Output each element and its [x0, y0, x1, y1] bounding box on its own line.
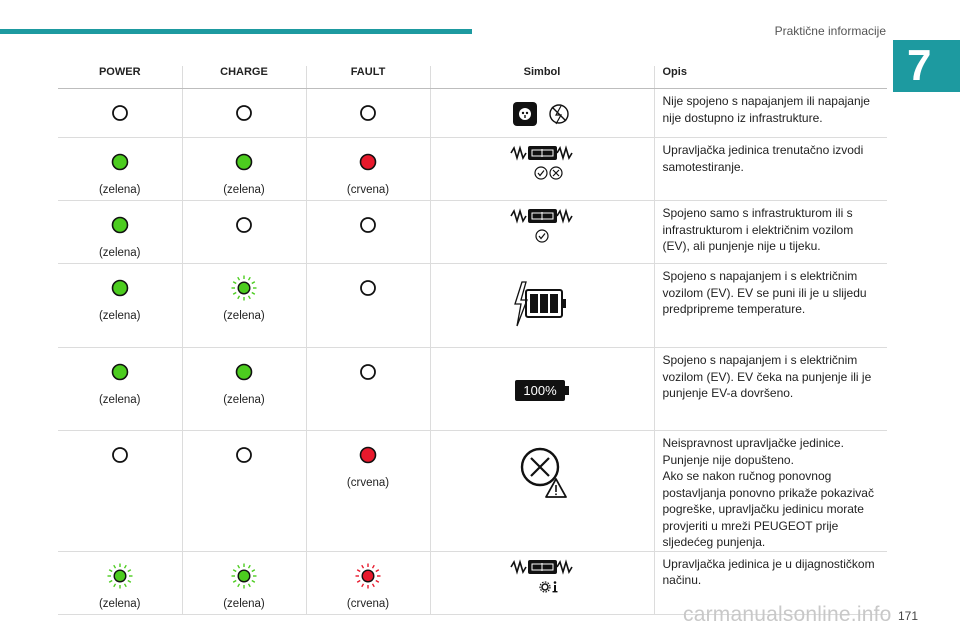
battery-charging-icon: [512, 317, 572, 334]
led-green-icon: [59, 212, 181, 238]
power-led-cell: [58, 138, 182, 201]
table-header-row: [58, 66, 887, 89]
description-cell: [654, 201, 887, 264]
fault-led-color-label: (crvena): [346, 597, 390, 610]
charge-led-cell: [182, 201, 306, 264]
charge-led-color-label: (zelena): [223, 184, 265, 196]
table-row: [58, 138, 887, 201]
symbol-cell: [430, 201, 654, 264]
battery-level-text: 100%: [515, 380, 564, 401]
col-charge: CHARGE: [182, 66, 306, 89]
watermark: carmanualsonline.info: [683, 603, 892, 626]
description-text: Upravljačka jedinica trenutačno izvodi samotestiranje.: [662, 143, 864, 174]
led-red-blinking-icon: [308, 563, 429, 589]
led-green-blinking-icon: [184, 275, 305, 301]
description-text: Neispravnost upravljačke jedinice. Punjenje nije dopušteno. Ako se nakon ručnog ponovnog postavljanja ponovno prikaže pokazivač pogreške, upravljačku jedinicu morate provjeriti u mreži PEUGEOT prije sljedećeg punjenja.: [662, 436, 874, 549]
charge-led-cell: [182, 89, 306, 138]
power-led-cell: [58, 431, 182, 552]
page-number: 171: [897, 609, 918, 623]
charge-led-cell: [182, 551, 306, 614]
symbol-cell: [430, 89, 654, 138]
col-power: POWER: [58, 66, 182, 89]
charger-selftest-icon: [509, 175, 575, 192]
charge-led-color-label: (zelena): [223, 394, 265, 406]
chapter-number: 7: [893, 40, 960, 92]
fault-led-color-label: (crvena): [346, 477, 390, 489]
description-cell: [654, 138, 887, 201]
fault-led-cell: [306, 201, 430, 264]
description-text: Spojeno samo s infrastrukturom ili s infrastrukturom i električnim vozilom (EV), ali punjenje nije u tijeku.: [662, 206, 854, 253]
fault-led-cell: [306, 138, 430, 201]
table-row: [58, 264, 887, 348]
led-off-icon: [308, 100, 429, 126]
power-led-color-label: (zelena): [98, 310, 141, 322]
led-green-icon: [59, 149, 181, 175]
description-text: Spojeno s napajanjem i s električnim vozilom (EV). EV čeka na punjenje ili je punjenje EV-a dovršeno.: [662, 353, 872, 400]
led-red-icon: [308, 149, 429, 175]
table-row: [58, 431, 887, 552]
description-text: Nije spojeno s napajanjem ili napajanje nije dostupno iz infrastrukture.: [662, 94, 870, 125]
charger-diagnostic-icon: [509, 589, 575, 606]
table-row: [58, 89, 887, 138]
symbol-cell: [430, 431, 654, 552]
power-led-color-label: (zelena): [98, 394, 141, 406]
fault-led-cell: [306, 348, 430, 431]
led-green-blinking-icon: [184, 563, 305, 589]
led-red-icon: [308, 442, 429, 468]
fault-led-cell: [306, 431, 430, 552]
led-off-icon: [59, 100, 181, 126]
led-off-icon: [308, 359, 429, 385]
led-off-icon: [184, 212, 305, 238]
led-off-icon: [308, 212, 429, 238]
led-green-blinking-icon: [59, 563, 181, 589]
led-off-icon: [184, 442, 305, 468]
fault-led-cell: [306, 551, 430, 614]
power-led-color-label: (zelena): [98, 597, 141, 610]
fault-warning-icon: [512, 488, 572, 505]
led-off-icon: [308, 275, 429, 301]
symbol-cell: [430, 551, 654, 614]
power-led-color-label: (zelena): [98, 184, 141, 196]
table-row: [58, 201, 887, 264]
indicator-table: [58, 66, 887, 615]
charge-led-color-label: (zelena): [223, 597, 265, 610]
charge-led-color-label: (zelena): [223, 310, 265, 322]
power-led-cell: [58, 89, 182, 138]
power-led-color-label: (zelena): [98, 247, 141, 259]
header-accent-bar: [0, 29, 472, 34]
symbol-cell: [430, 348, 654, 431]
led-green-icon: [59, 359, 181, 385]
fault-led-color-label: (crvena): [346, 184, 390, 196]
power-led-cell: [58, 551, 182, 614]
fault-led-cell: [306, 89, 430, 138]
charge-led-cell: [182, 264, 306, 348]
description-text: Spojeno s napajanjem i s električnim vozilom (EV). EV se puni ili je u slijedu predpripreme temperature.: [662, 269, 867, 316]
charge-led-cell: [182, 138, 306, 201]
charge-led-cell: [182, 348, 306, 431]
led-green-icon: [59, 275, 181, 301]
col-symbol: Simbol: [430, 66, 654, 89]
description-cell: [654, 264, 887, 348]
description-cell: [654, 89, 887, 138]
symbol-cell: [430, 264, 654, 348]
power-led-cell: [58, 201, 182, 264]
header-title: Praktične informacije: [774, 24, 886, 38]
col-fault: FAULT: [306, 66, 430, 89]
led-off-icon: [184, 100, 305, 126]
description-cell: [654, 431, 887, 552]
description-text: Upravljačka jedinica je u dijagnostičkom načinu.: [662, 556, 875, 587]
fault-led-cell: [306, 264, 430, 348]
power-led-cell: [58, 348, 182, 431]
led-off-icon: [59, 442, 181, 468]
charger-connected-icon: [509, 238, 575, 255]
led-green-icon: [184, 359, 305, 385]
power-led-cell: [58, 264, 182, 348]
col-description: Opis: [654, 66, 887, 89]
table-row: [58, 348, 887, 431]
led-green-icon: [184, 149, 305, 175]
symbol-cell: [430, 138, 654, 201]
description-cell: [654, 348, 887, 431]
charge-led-cell: [182, 431, 306, 552]
plug-and-no-power-icon: [507, 118, 577, 135]
battery-full-icon: [515, 380, 568, 401]
